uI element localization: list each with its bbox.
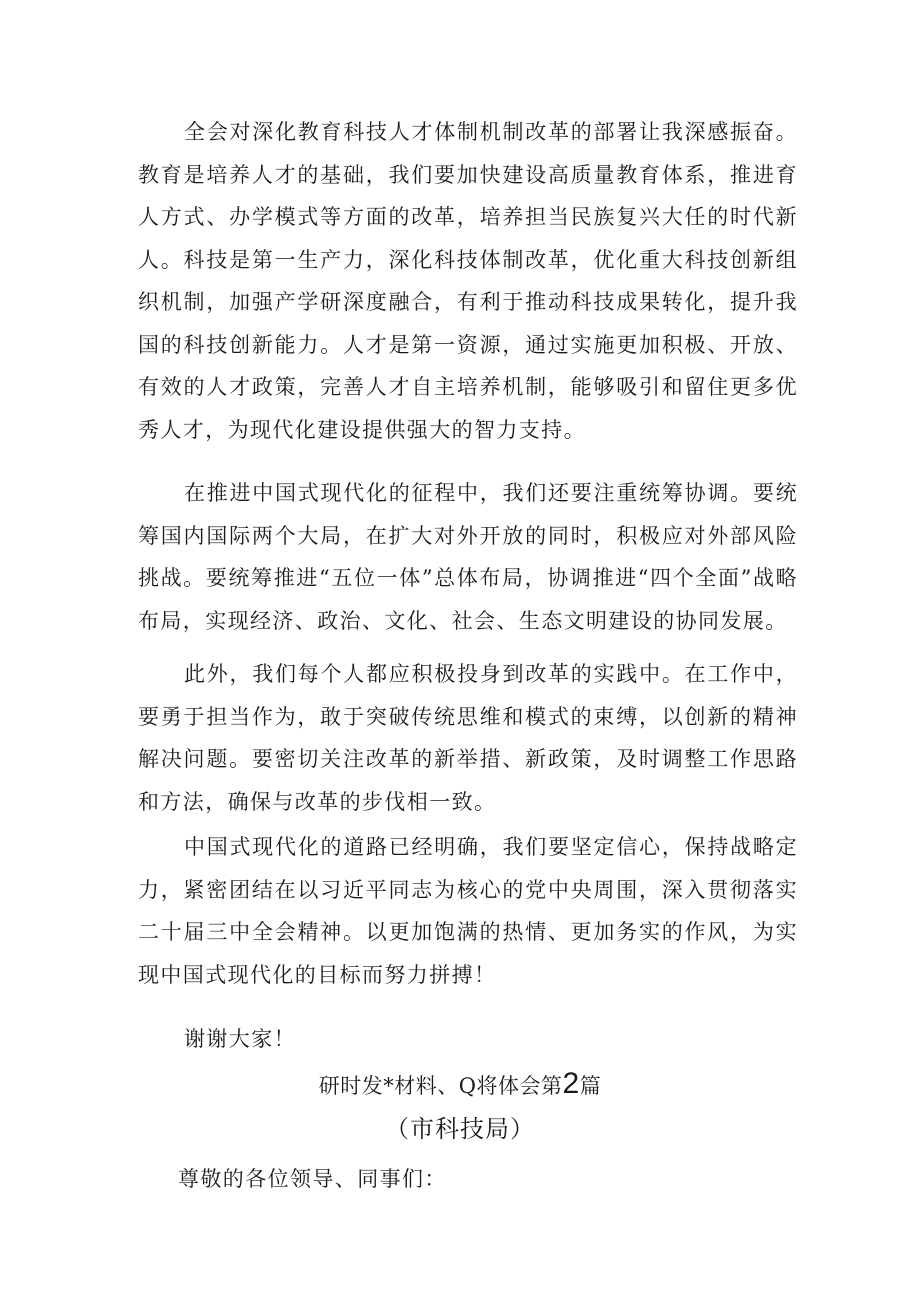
body-paragraph-3: 此外，我们每个人都应积极投身到改革的实践中。在工作中，要勇于担当作为，敢于突破传统思维和模式的束缚，以创新的精神解决问题。要密切关注改革的新举措、新政策，及时调整工作思路和方法，确保与改革的步伐相一致。 — [138, 662, 798, 814]
section-title-number: 2 — [562, 1067, 580, 1100]
salutation: 尊敬的各位领导、同事们： — [178, 1167, 447, 1191]
section-title — [0, 1066, 920, 1104]
closing-thanks: 谢谢大家！ — [184, 1027, 296, 1051]
section-title-prefix: 研时发*材料、Q将体会第 — [318, 1074, 563, 1098]
body-paragraph-1: 全会对深化教育科技人才体制机制改革的部署让我深感振奋。教育是培养人才的基础，我们要加快建设高质量教育体系，推进育人方式、办学模式等方面的改革，培养担当民族复兴大任的时代新人。科技是第一生产力，深化科技体制改革，优化重大科技创新组织机制，加强产学研深度融合，有利于推动科技成果转化，提升我国的科技创新能力。人才是第一资源，通过实施更加积极、开放、有效的人才政策，完善人才自主培养机制，能够吸引和留住更多优秀人才，为现代化建设提供强大的智力支持。 — [138, 120, 798, 442]
body-paragraph-2: 在推进中国式现代化的征程中，我们还要注重统筹协调。要统筹国内国际两个大局，在扩大对外开放的同时，积极应对外部风险挑战。要统筹推进“五位一体”总体布局，协调推进“四个全面”战略布局，实现经济、政治、文化、社会、生态文明建设的协同发展。 — [138, 481, 798, 633]
section-title-suffix: 篇 — [579, 1074, 602, 1098]
section-subtitle: （市科技局） — [385, 1116, 535, 1143]
body-paragraph-4: 中国式现代化的道路已经明确，我们要坚定信心，保持战略定力，紧密团结在以习近平同志为核心的党中央周围，深入贯彻落实二十届三中全会精神。以更加饱满的热情、更加务实的作风，为实现中国式现代化的目标而努力拼搏！ — [138, 835, 798, 987]
